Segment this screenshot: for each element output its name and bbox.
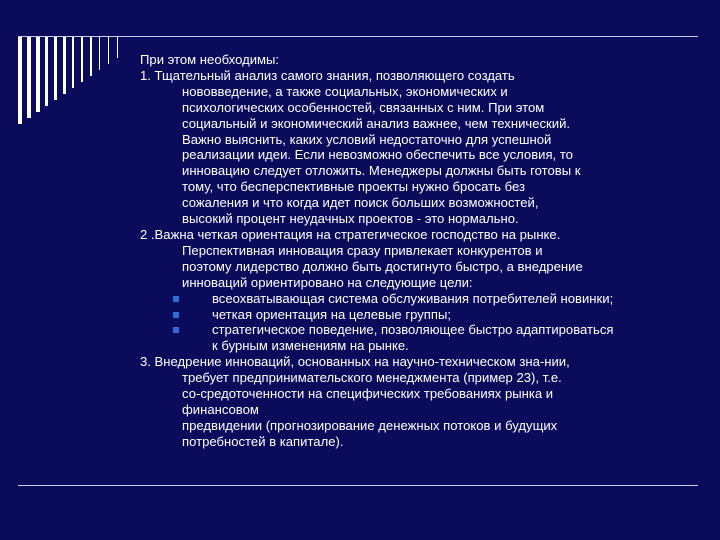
item-1-line: психологических особенностей, связанных с ним. При этом — [182, 99, 545, 115]
bullet-text: стратегическое поведение, позволяющее быстро адаптироваться — [212, 322, 614, 338]
item-3-line: требует предпринимательского менеджмента (пример 23), т.е. — [182, 370, 562, 386]
bullet-text: всеохватывающая система обслуживания потребителей новинки; — [212, 290, 614, 306]
item-1-line: тому, что бесперспективные проекты нужно бросать без — [182, 179, 525, 195]
item-3-line: финансовом — [182, 401, 259, 417]
item-2 — [140, 227, 680, 291]
decorative-stripe — [54, 36, 57, 100]
decorative-stripe — [81, 36, 83, 82]
square-bullet-icon — [173, 312, 179, 318]
item-1-line: социальный и экономический анализ важнее, чем технический. — [182, 115, 571, 131]
item-3 — [140, 354, 680, 449]
bullet-text: четкая ориентация на целевые группы; — [212, 306, 452, 322]
intro-text: При этом необходимы: — [140, 52, 280, 67]
decorative-stripe — [18, 36, 22, 124]
decorative-stripe — [27, 36, 31, 118]
item-2-line: Перспективная инновация сразу привлекает конкурентов и — [182, 242, 543, 258]
item-3-line: 3. Внедрение инноваций, основанных на научно-техническом зна-нии, — [140, 354, 570, 370]
bullet-list — [140, 291, 680, 355]
item-3-line: предвидении (прогнозирование денежных потоков и будущих — [182, 417, 558, 433]
decorative-stripe — [117, 36, 118, 58]
item-3-line: со-средоточенности на специфических требованиях рынка и — [182, 386, 554, 402]
item-1-line: сожаления и что когда идет поиск больших возможностей, — [182, 195, 539, 211]
bullet-item — [140, 307, 680, 323]
item-1-line: 1. Тщательный анализ самого знания, позволяющего создать — [140, 67, 515, 83]
bullet-text: к бурным изменениям на рынке. — [212, 338, 409, 354]
item-1-line: инновацию следует отложить. Менеджеры должны быть готовы к — [182, 163, 581, 179]
square-bullet-icon — [173, 296, 179, 302]
bottom-rule — [18, 485, 698, 486]
item-1-line: реализации идеи. Если невозможно обеспечить все условия, то — [182, 147, 573, 163]
top-rule — [18, 36, 698, 37]
item-2-line: 2 .Важна четкая ориентация на стратегическое господство на рынке. — [140, 226, 561, 242]
item-1-line: Важно выяснить, каких условий недостаточно для успешной — [182, 131, 552, 147]
item-1-line: нововведение, а также социальных, экономических и — [182, 83, 508, 99]
decorative-stripe — [90, 36, 92, 76]
decorative-stripe — [108, 36, 109, 64]
item-1-line: высокий процент неудачных проектов - это нормально. — [182, 211, 519, 227]
item-2-line: поэтому лидерство должно быть достигнуто быстро, а внедрение — [182, 258, 583, 274]
square-bullet-icon — [173, 327, 179, 333]
slide-body — [140, 52, 680, 450]
item-3-line: потребностей в капитале). — [182, 433, 344, 449]
decorative-stripe — [99, 36, 100, 70]
decorative-stripe — [63, 36, 66, 94]
item-1 — [140, 68, 680, 227]
bullet-item — [140, 322, 680, 354]
decorative-stripe — [36, 36, 40, 112]
bullet-item — [140, 291, 680, 307]
item-2-line: инноваций ориентировано на следующие цели: — [182, 274, 473, 290]
decorative-stripe — [72, 36, 74, 88]
decorative-stripes — [18, 36, 138, 126]
decorative-stripe — [45, 36, 48, 106]
